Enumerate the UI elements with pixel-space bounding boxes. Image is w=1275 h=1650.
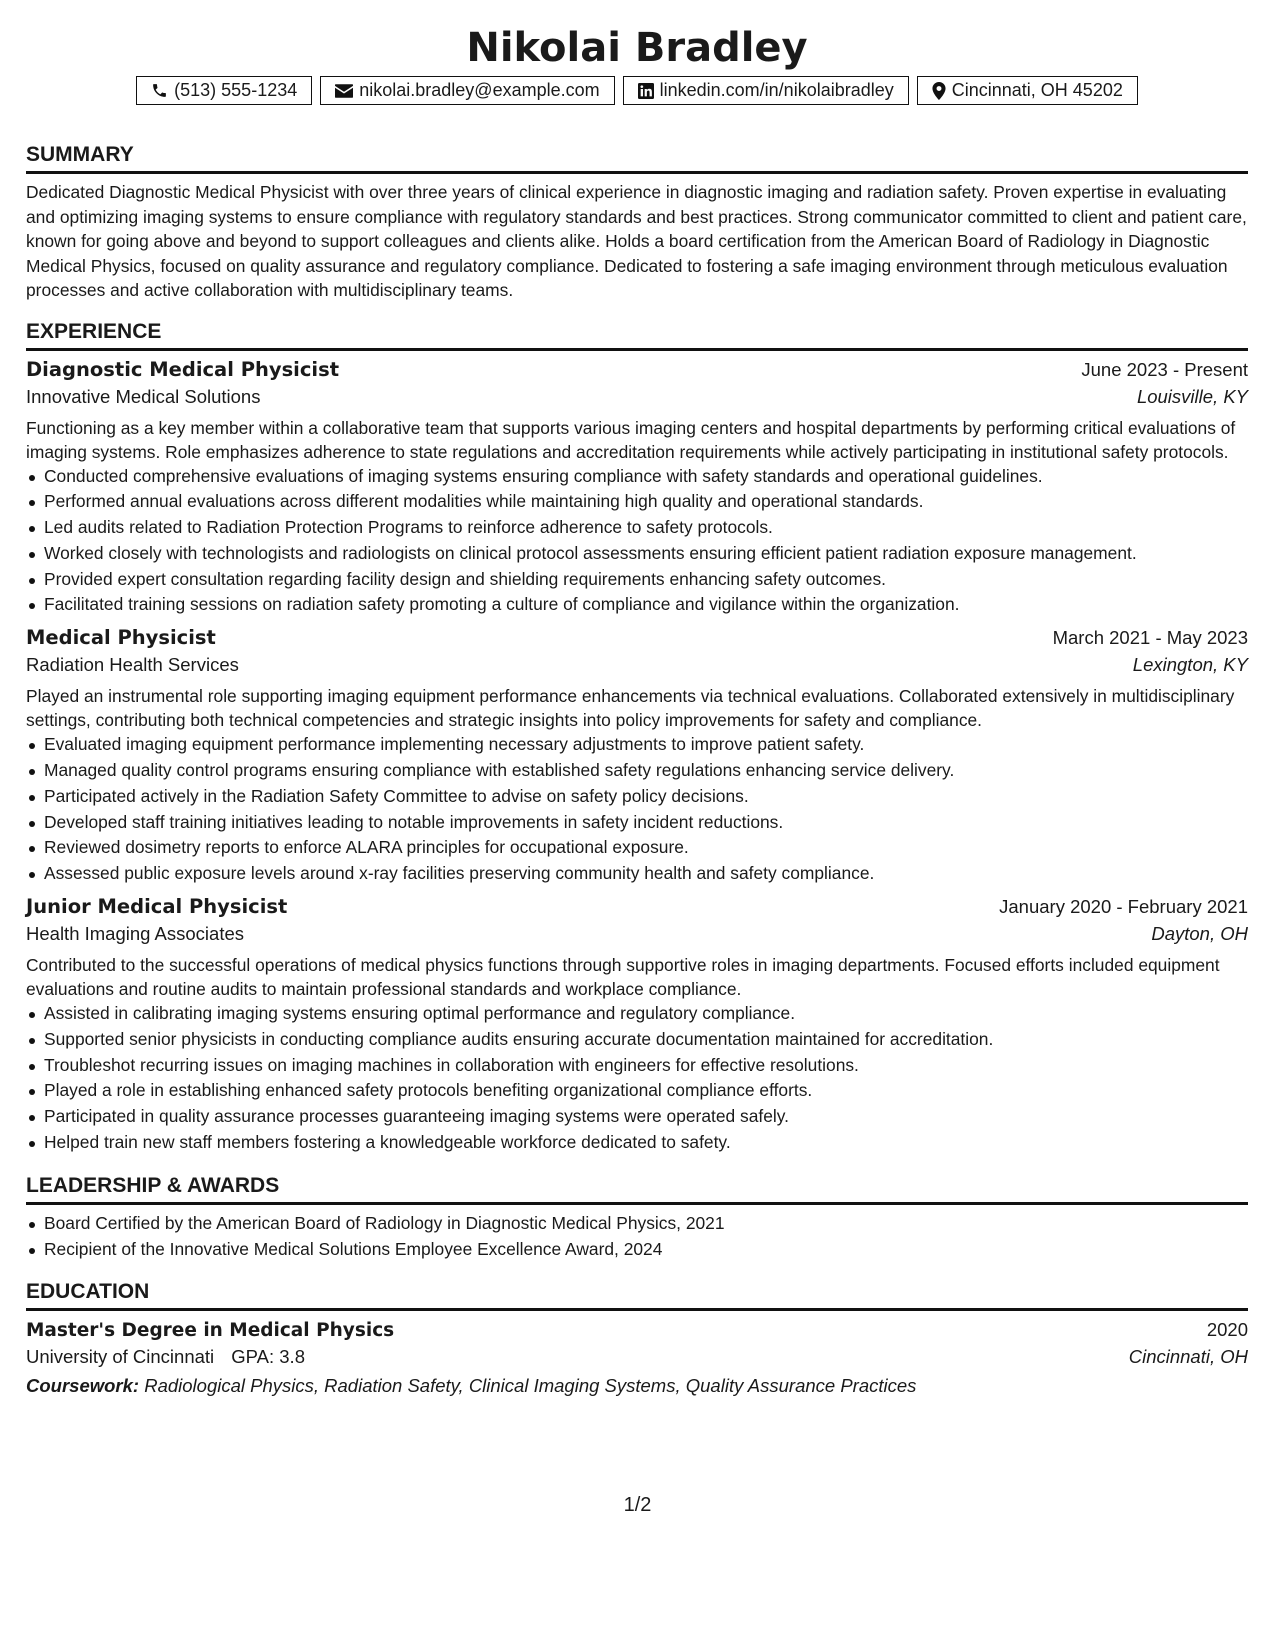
bullet-item: Managed quality control programs ensuring compliance with established safety regulations enhancing service delivery. <box>44 758 1248 784</box>
experience-section <box>26 320 1248 1156</box>
bullet-item: Provided expert consultation regarding facility design and shielding requirements enhancing safety outcomes. <box>44 567 1248 593</box>
school-location: Cincinnati, OH <box>1128 1346 1248 1368</box>
job-description: Played an instrumental role supporting imaging equipment performance enhancements via technical evaluations. Collaborated extensively in multidisciplinary settings, contributing both technical competencies and strategic insights into policy improvements for safety and compliance. <box>26 686 1235 731</box>
job-dates: March 2021 - May 2023 <box>1052 627 1248 649</box>
bullet-item: Participated actively in the Radiation Safety Committee to advise on safety policy decisions. <box>44 784 1248 810</box>
linkedin-icon <box>638 83 654 99</box>
job-title: Junior Medical Physicist <box>26 895 288 919</box>
bullet-item: Helped train new staff members fostering a knowledgeable workforce dedicated to safety. <box>44 1130 1248 1156</box>
job-description: Contributed to the successful operations of medical physics functions through supportive roles in imaging departments. Focused efforts included equipment evaluations and routine audits to maintain professional standards and workplace compliance. <box>26 955 1220 1000</box>
envelope-icon <box>335 84 353 98</box>
job-bullets <box>26 1001 1248 1156</box>
job-description: Functioning as a key member within a collaborative team that supports various imaging centers and hospital departments by performing critical evaluations of imaging systems. Role emphasizes adherence to state regulations and accreditation requirements while actively participating in institutional safety protocols. <box>26 417 1236 462</box>
education-section <box>26 1280 1248 1397</box>
job-entry <box>26 895 1248 1156</box>
bullet-item: Reviewed dosimetry reports to enforce ALARA principles for occupational exposure. <box>44 835 1248 861</box>
job-company: Innovative Medical Solutions <box>26 385 261 407</box>
email-link[interactable]: nikolai.bradley@example.com <box>359 80 600 100</box>
contact-phone <box>136 76 312 105</box>
job-dates: January 2020 - February 2021 <box>999 896 1248 918</box>
award-item: Recipient of the Innovative Medical Solutions Employee Excellence Award, 2024 <box>44 1237 1248 1263</box>
phone-icon <box>151 82 168 99</box>
bullet-item: Evaluated imaging equipment performance implementing necessary adjustments to improve patient safety. <box>44 732 1248 758</box>
degree-title: Master's Degree in Medical Physics <box>26 1320 395 1342</box>
school-name: University of Cincinnati <box>26 1346 215 1368</box>
location-text: Cincinnati, OH 45202 <box>951 80 1123 100</box>
bullet-item: Assessed public exposure levels around x-ray facilities preserving community health and safety compliance. <box>44 861 1248 887</box>
award-list <box>26 1211 1248 1263</box>
resume-page <box>26 0 1248 1397</box>
job-title: Diagnostic Medical Physicist <box>26 357 340 381</box>
job-company: Health Imaging Associates <box>26 923 245 945</box>
bullet-item: Troubleshot recurring issues on imaging machines in collaboration with engineers for effective resolutions. <box>44 1053 1248 1079</box>
summary-section <box>26 143 1248 303</box>
contact-email[interactable] <box>320 76 614 105</box>
bullet-item: Performed annual evaluations across different modalities while maintaining high quality and operational standards. <box>44 489 1248 515</box>
bullet-item: Assisted in calibrating imaging systems ensuring optimal performance and regulatory compliance. <box>44 1001 1248 1027</box>
job-location: Louisville, KY <box>1136 385 1248 407</box>
school-line <box>26 1346 305 1368</box>
section-title-summary: SUMMARY <box>26 143 1248 174</box>
page-number: 1/2 <box>623 1494 652 1516</box>
section-title-education: EDUCATION <box>26 1280 1248 1311</box>
job-bullets <box>26 732 1248 887</box>
job-title: Medical Physicist <box>26 626 216 650</box>
job-entry <box>26 626 1248 887</box>
bullet-item: Facilitated training sessions on radiation safety promoting a culture of compliance and vigilance within the organization. <box>44 592 1248 618</box>
bullet-item: Participated in quality assurance processes guaranteeing imaging systems were operated safely. <box>44 1104 1248 1130</box>
job-dates: June 2023 - Present <box>1081 358 1248 380</box>
bullet-item: Led audits related to Radiation Protection Programs to reinforce adherence to safety protocols. <box>44 515 1248 541</box>
candidate-name: Nikolai Bradley <box>466 25 808 71</box>
job-location: Dayton, OH <box>1151 923 1248 945</box>
coursework-list: Radiological Physics, Radiation Safety, Clinical Imaging Systems, Quality Assurance Practices <box>144 1375 917 1397</box>
graduation-year: 2020 <box>1206 1319 1248 1341</box>
job-location: Lexington, KY <box>1132 654 1248 676</box>
map-pin-icon <box>932 82 946 100</box>
coursework-label: Coursework: <box>26 1375 140 1397</box>
phone-text: (513) 555-1234 <box>174 80 298 100</box>
coursework-line <box>26 1375 1248 1397</box>
award-item: Board Certified by the American Board of Radiology in Diagnostic Medical Physics, 2021 <box>44 1211 1248 1237</box>
linkedin-link[interactable]: linkedin.com/in/nikolaibradley <box>659 80 894 100</box>
contact-linkedin[interactable] <box>623 76 909 105</box>
contact-bar <box>26 76 1248 105</box>
job-company: Radiation Health Services <box>26 654 239 676</box>
section-title-leadership: LEADERSHIP & AWARDS <box>26 1174 1248 1205</box>
job-bullets <box>26 464 1248 619</box>
contact-location <box>917 76 1138 105</box>
job-entry <box>26 358 1248 619</box>
gpa: GPA: 3.8 <box>231 1346 305 1368</box>
bullet-item: Supported senior physicists in conducting compliance audits ensuring accurate documentation maintained for accreditation. <box>44 1027 1248 1053</box>
section-title-experience: EXPERIENCE <box>26 320 1248 351</box>
bullet-item: Played a role in establishing enhanced safety protocols benefiting organizational compliance efforts. <box>44 1078 1248 1104</box>
bullet-item: Conducted comprehensive evaluations of imaging systems ensuring compliance with safety standards and operational guidelines. <box>44 464 1248 490</box>
bullet-item: Developed staff training initiatives leading to notable improvements in safety incident reductions. <box>44 810 1248 836</box>
bullet-item: Worked closely with technologists and radiologists on clinical protocol assessments ensuring efficient patient radiation exposure management. <box>44 541 1248 567</box>
leadership-section <box>26 1174 1248 1263</box>
summary-text: Dedicated Diagnostic Medical Physicist with over three years of clinical experience in diagnostic imaging and radiation safety. Proven expertise in evaluating and optimizing imaging systems to ensure compliance with regulatory standards and best practices. Strong communicator committed to client and patient care, known for going above and beyond to support colleagues and clients alike. Holds a board certification from the American Board of Radiology in Diagnostic Medical Physics, focused on quality assurance and regulatory compliance. Dedicated to fostering a safe imaging environment through meticulous evaluation processes and active collaboration with multidisciplinary teams. <box>26 182 1247 300</box>
